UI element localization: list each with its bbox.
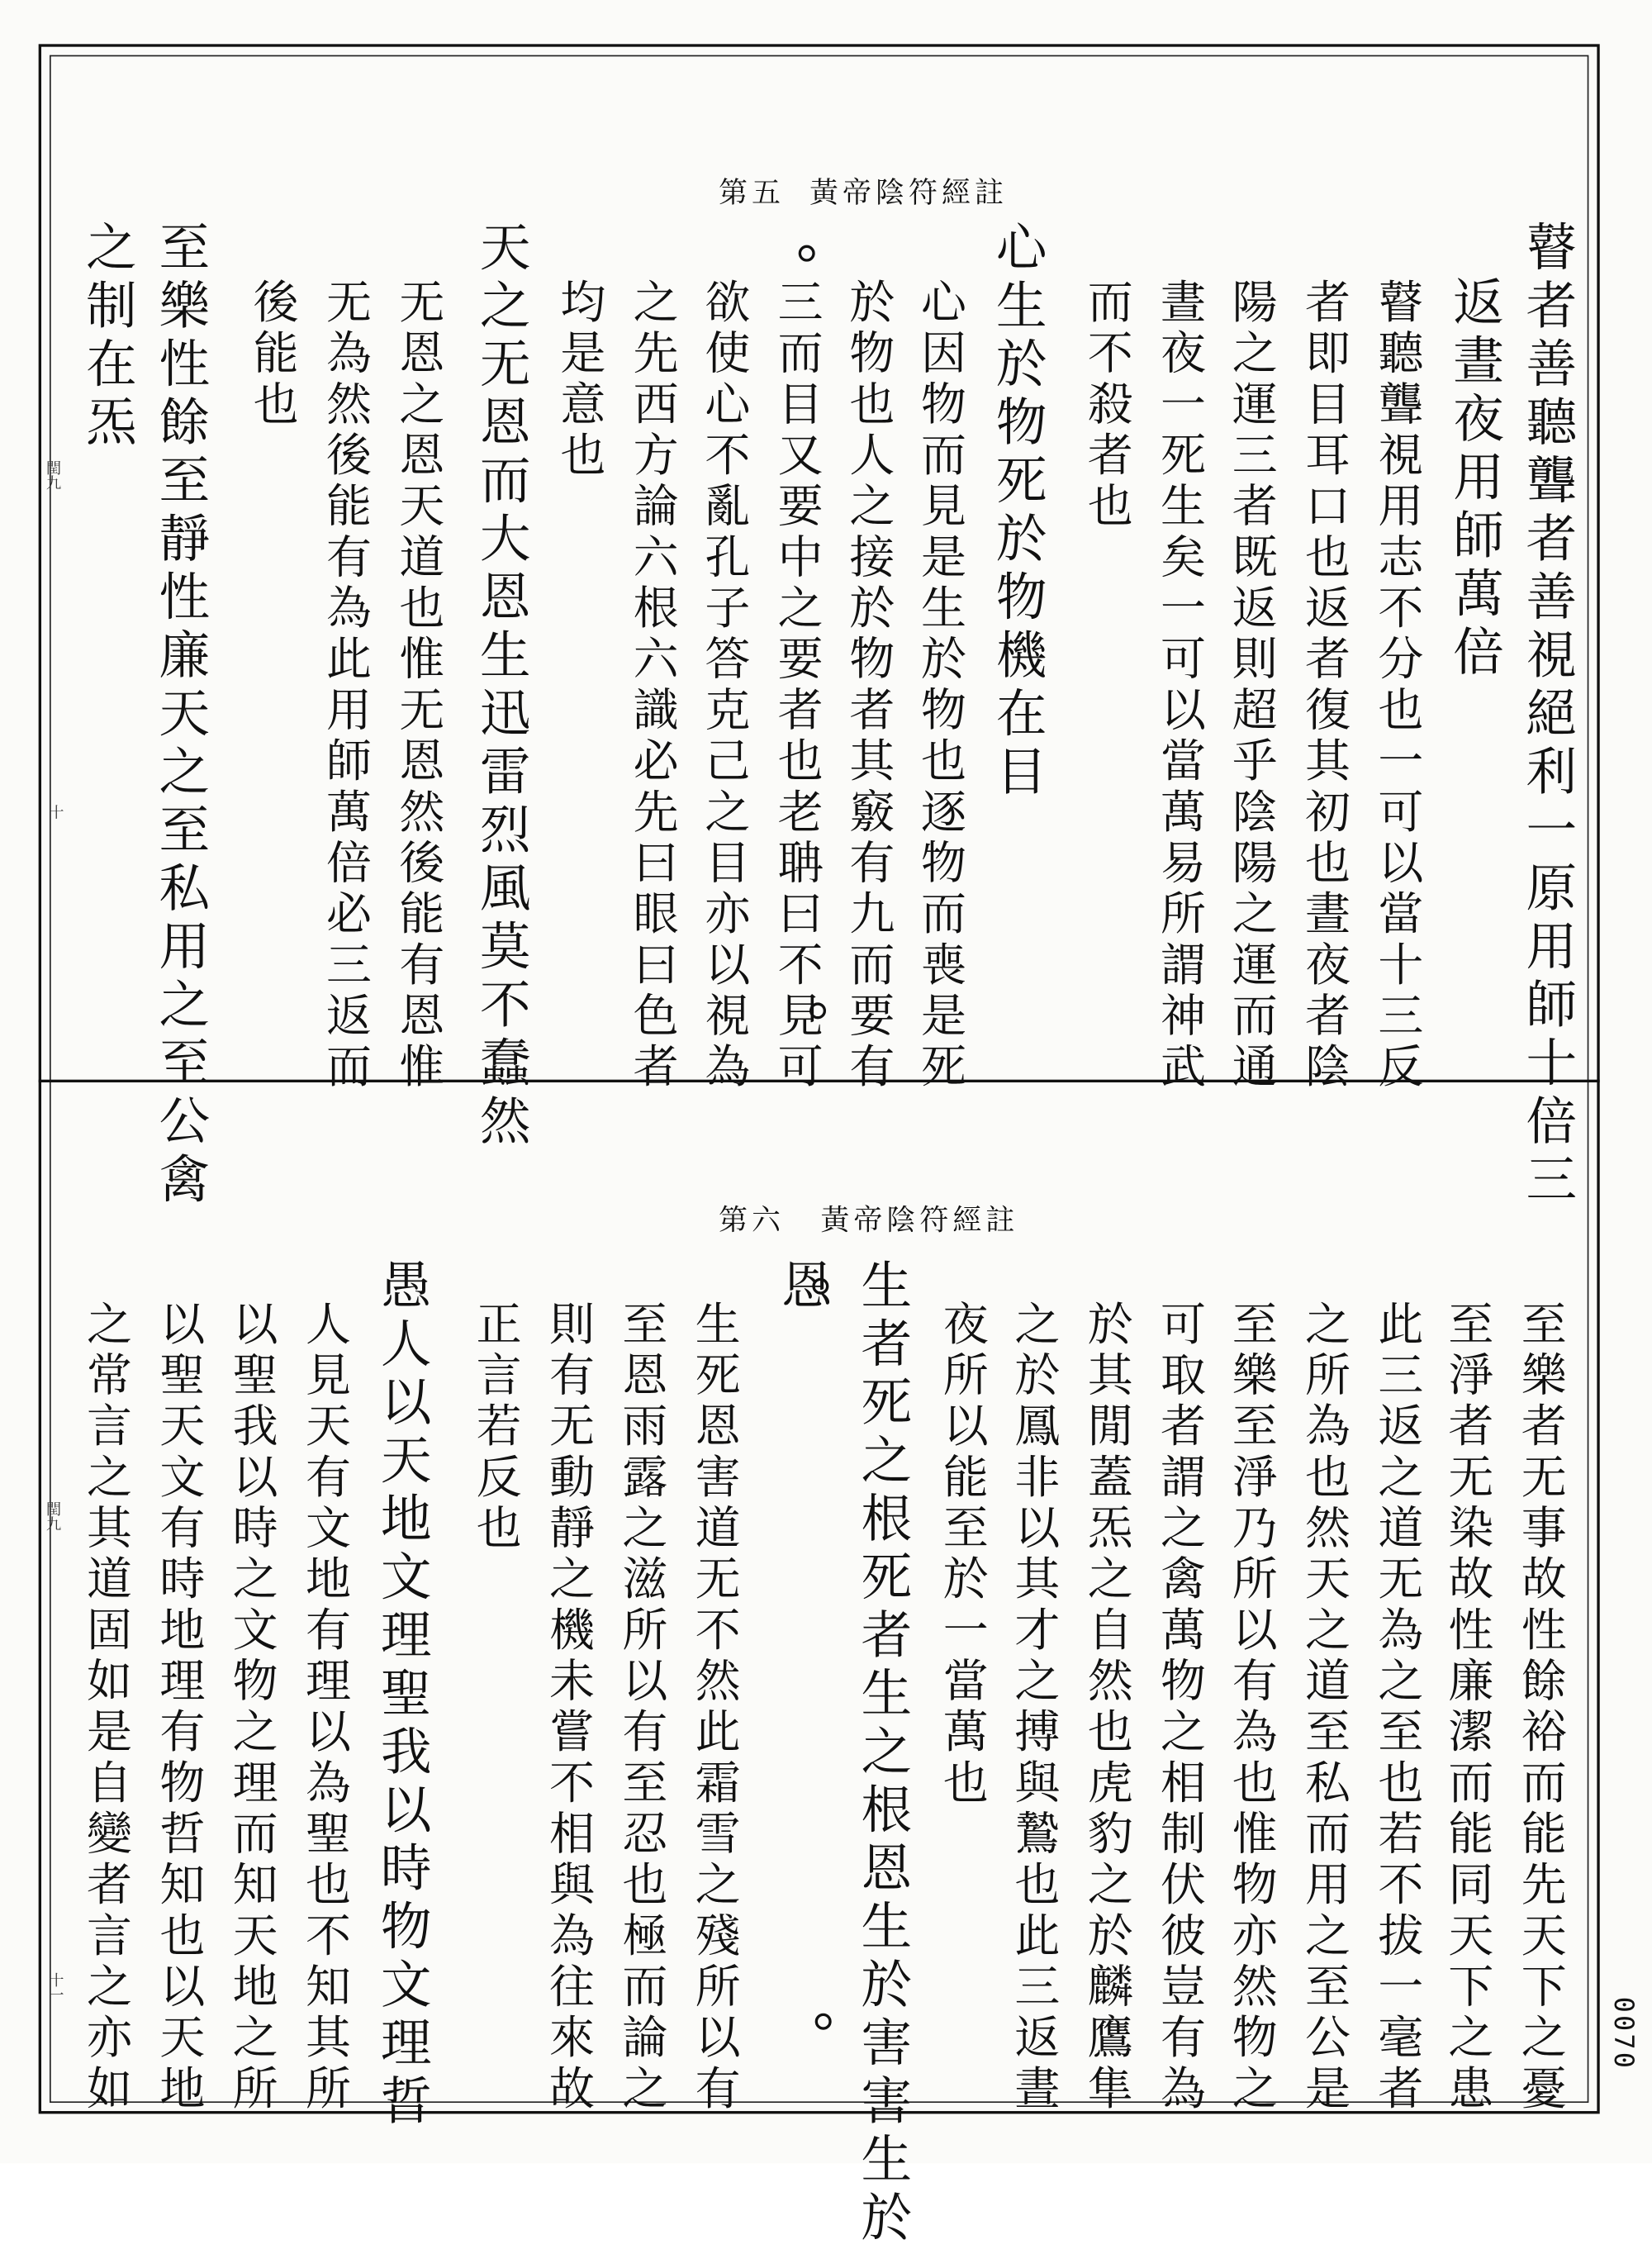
top-column-5: 陽之運三者既返則超乎陰陽之運而通 (1225, 278, 1279, 1094)
bottom-column-9: 夜所以能至於一當萬也 (936, 1300, 990, 1810)
bottom-column-2: 至淨者无染故性廉潔而能同天下之患 (1441, 1300, 1496, 2116)
top-column-7: 而不殺者也 (1080, 278, 1135, 534)
bottom-column-13: 至恩雨露之滋所以有至忍也極而論之 (615, 1300, 670, 2116)
bottom-header-title: 黃帝陰符經註 (820, 1203, 1019, 1237)
top-column-14: 均是意也 (553, 278, 608, 483)
top-column-15: 天之无恩而大恩生迅雷烈風莫不蠢然 (471, 220, 530, 1153)
top-column-9: 心因物而見是生於物也逐物而喪是死 (914, 278, 968, 1094)
top-column-17: 无為然後能有為此用師萬倍必三返而 (319, 278, 373, 1094)
top-fold-note-a: 閏九 (44, 459, 63, 491)
top-column-16: 无恩之恩天道也惟无恩然後能有恩惟 (392, 278, 447, 1094)
section-circle-marker (815, 2014, 832, 2030)
top-column-8: 心生於物死於物機在目 (987, 220, 1047, 803)
page-number: 0070 (1607, 1996, 1639, 2071)
top-column-2: 返晝夜用師萬倍 (1444, 275, 1504, 683)
top-fold-note-b: 十 (46, 804, 65, 820)
bottom-column-14: 則有无動靜之機未嘗不相與為往來故 (542, 1300, 596, 2116)
bottom-header-page: 第六 (719, 1203, 786, 1237)
top-header-page: 第五 (719, 176, 786, 210)
section-circle-marker (799, 245, 815, 262)
bottom-column-15: 正言若反也 (469, 1300, 524, 1555)
top-header-title: 黃帝陰符經註 (809, 176, 1009, 210)
bottom-column-11: 恩 (772, 1258, 832, 1317)
bottom-column-3: 此三返之道无為之至也若不拔一毫者 (1371, 1300, 1426, 2116)
bottom-column-19: 以聖天文有時地理有物哲知也以天地 (153, 1300, 207, 2116)
top-column-18: 後能也 (246, 278, 301, 431)
bottom-column-4: 之所為也然天之道至私而用之至公是 (1298, 1300, 1352, 2116)
top-column-3: 瞽聽聾視用志不分也一可以當十三反 (1371, 278, 1426, 1094)
bottom-column-5: 至樂至淨乃所以有為也惟物亦然物之 (1225, 1300, 1279, 2116)
section-circle-marker (809, 1002, 826, 1019)
bottom-column-7: 於其閒蓋炁之自然也虎豹之於麟鷹隼 (1080, 1300, 1135, 2116)
bottom-column-10: 生者死之根死者生之根恩生於害害生於 (852, 1258, 912, 2249)
top-column-11: 三而目又要中之要者也老聃曰不見可 (771, 278, 825, 1094)
top-column-20: 之制在炁 (77, 220, 137, 454)
bottom-fold-note-b: 十一 (46, 1971, 65, 2003)
top-column-12: 欲使心不亂孔子答克己之目亦以視為 (698, 278, 752, 1094)
bottom-column-20: 之常言之其道固如是自變者言之亦如 (79, 1300, 134, 2116)
bottom-column-16: 愚人以天地文理聖我以時物文理哲 (372, 1258, 431, 2133)
top-column-19: 至樂性餘至靜性廉天之至私用之至公禽 (150, 220, 210, 1211)
top-column-1: 瞽者善聽聾者善視絕利一原用師十倍三 (1517, 220, 1577, 1211)
bottom-column-6: 可取者謂之禽萬物之相制伏彼豈有為 (1153, 1300, 1208, 2116)
top-column-6: 晝夜一死生矣一可以當萬易所謂神武 (1153, 278, 1208, 1094)
bottom-column-18: 以聖我以時之文物之理而知天地之所 (225, 1300, 280, 2116)
bottom-column-8: 之於鳳非以其才之搏與鷙也此三返晝 (1008, 1300, 1062, 2116)
bottom-column-1: 至樂者无事故性餘裕而能先天下之憂 (1514, 1300, 1569, 2116)
bottom-fold-note-a: 閏九 (44, 1500, 63, 1532)
top-column-13: 之先西方論六根六識必先曰眼曰色者 (626, 278, 681, 1094)
section-circle-marker (812, 1278, 828, 1295)
bottom-column-17: 人見天有文地有理以為聖也不知其所 (298, 1300, 353, 2116)
bottom-column-12: 生死恩害道无不然此霜雪之殘所以有 (688, 1300, 743, 2116)
top-column-10: 於物也人之接於物者其竅有九而要有 (843, 278, 897, 1094)
top-column-4: 者即目耳口也返者復其初也晝夜者陰 (1298, 278, 1352, 1094)
